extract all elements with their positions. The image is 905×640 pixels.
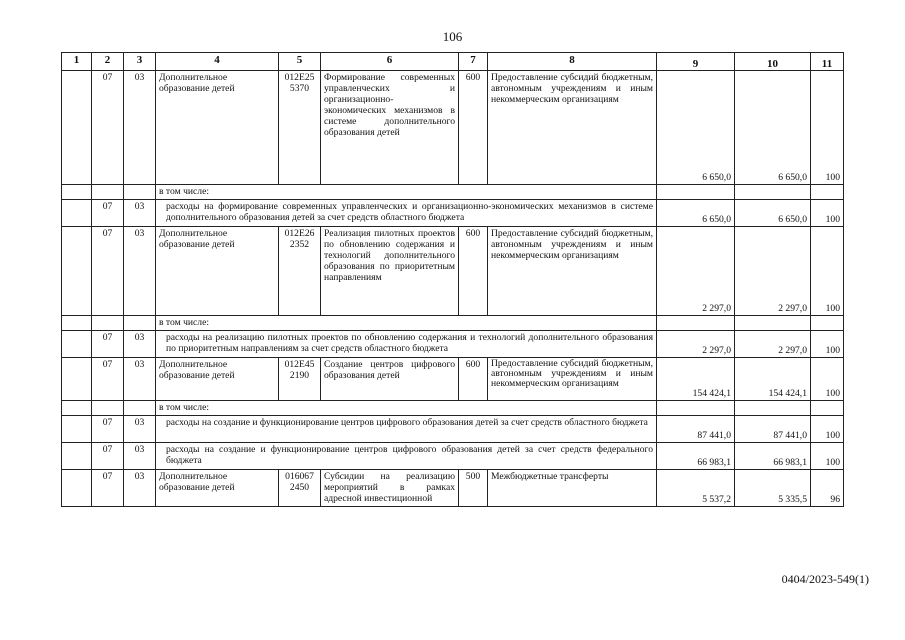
col-header-1: 1 bbox=[62, 53, 92, 71]
cell-empty bbox=[124, 316, 156, 331]
col-header-2: 2 bbox=[92, 53, 124, 71]
document-code: 0404/2023-549(1) bbox=[781, 572, 869, 586]
cell-including-label: в том числе: bbox=[156, 401, 657, 416]
cell-executed: 2 297,0 bbox=[735, 227, 811, 316]
cell-col1 bbox=[62, 227, 92, 316]
cell-empty bbox=[811, 185, 844, 200]
cell-empty bbox=[62, 316, 92, 331]
cell-col1 bbox=[62, 358, 92, 401]
cell-empty bbox=[62, 401, 92, 416]
cell-col1 bbox=[62, 416, 92, 443]
cell-planned: 6 650,0 bbox=[657, 71, 735, 185]
cell-empty bbox=[735, 185, 811, 200]
cell-empty bbox=[811, 316, 844, 331]
cell-description: расходы на формирование современных управленческих и организационно-экономических механизмов в системе дополнительного образования детей за счет средств областного бюджета bbox=[156, 200, 657, 227]
cell-expense-name: Предоставление субсидий бюджетным, автономным учреждениям и иным некоммерческим организациям bbox=[488, 227, 657, 316]
col-header-8: 8 bbox=[488, 53, 657, 71]
cell-subsection: 03 bbox=[124, 416, 156, 443]
cell-planned: 2 297,0 bbox=[657, 331, 735, 358]
cell-description: расходы на создание и функционирование центров цифрового образования детей за счет средств федерального бюджета bbox=[156, 443, 657, 470]
cell-executed: 66 983,1 bbox=[735, 443, 811, 470]
cell-subsection: 03 bbox=[124, 443, 156, 470]
cell-percent: 100 bbox=[811, 331, 844, 358]
cell-section: 07 bbox=[92, 200, 124, 227]
cell-target-code: 012E26 2352 bbox=[279, 227, 321, 316]
header-row bbox=[62, 53, 844, 71]
col-header-6: 6 bbox=[321, 53, 459, 71]
cell-executed: 2 297,0 bbox=[735, 331, 811, 358]
cell-expense-name: Межбюджетные трансферты bbox=[488, 470, 657, 507]
col-header-9: 9 bbox=[657, 53, 735, 71]
cell-section: 07 bbox=[92, 331, 124, 358]
cell-planned: 87 441,0 bbox=[657, 416, 735, 443]
cell-subsection: 03 bbox=[124, 331, 156, 358]
cell-subsection-name: Дополнительное образование детей bbox=[156, 71, 279, 185]
col-header-4: 4 bbox=[156, 53, 279, 71]
cell-target-name: Формирование современных управленческих и организационно-экономических механизмов в системе дополнительного образования детей bbox=[321, 71, 459, 185]
table-row bbox=[62, 470, 844, 507]
cell-section: 07 bbox=[92, 358, 124, 401]
cell-col1 bbox=[62, 470, 92, 507]
cell-percent: 100 bbox=[811, 358, 844, 401]
cell-target-name: Создание центров цифрового образования детей bbox=[321, 358, 459, 401]
cell-section: 07 bbox=[92, 470, 124, 507]
cell-including-label: в том числе: bbox=[156, 185, 657, 200]
cell-subsection: 03 bbox=[124, 470, 156, 507]
cell-empty bbox=[657, 401, 735, 416]
table-row bbox=[62, 331, 844, 358]
cell-executed: 87 441,0 bbox=[735, 416, 811, 443]
table-row bbox=[62, 316, 844, 331]
cell-section: 07 bbox=[92, 227, 124, 316]
cell-empty bbox=[92, 401, 124, 416]
cell-planned: 5 537,2 bbox=[657, 470, 735, 507]
cell-expense-code: 600 bbox=[459, 71, 488, 185]
cell-percent: 100 bbox=[811, 200, 844, 227]
col-header-7: 7 bbox=[459, 53, 488, 71]
cell-executed: 154 424,1 bbox=[735, 358, 811, 401]
table-row bbox=[62, 416, 844, 443]
cell-expense-code: 600 bbox=[459, 358, 488, 401]
cell-empty bbox=[62, 185, 92, 200]
cell-target-code: 012E25 5370 bbox=[279, 71, 321, 185]
cell-target-name: Субсидии на реализацию мероприятий в рамках адресной инвестиционной bbox=[321, 470, 459, 507]
cell-percent: 100 bbox=[811, 416, 844, 443]
cell-planned: 66 983,1 bbox=[657, 443, 735, 470]
cell-executed: 6 650,0 bbox=[735, 71, 811, 185]
cell-description: расходы на реализацию пилотных проектов по обновлению содержания и технологий дополнительного образования по приоритетным направлениям за счет средств областного бюджета bbox=[156, 331, 657, 358]
budget-table bbox=[61, 52, 844, 507]
cell-subsection-name: Дополнительное образование детей bbox=[156, 227, 279, 316]
cell-empty bbox=[124, 401, 156, 416]
cell-col1 bbox=[62, 331, 92, 358]
table-row bbox=[62, 358, 844, 401]
cell-subsection-name: Дополнительное образование детей bbox=[156, 358, 279, 401]
cell-subsection-name: Дополнительное образование детей bbox=[156, 470, 279, 507]
cell-empty bbox=[92, 316, 124, 331]
col-header-3: 3 bbox=[124, 53, 156, 71]
col-header-5: 5 bbox=[279, 53, 321, 71]
cell-planned: 6 650,0 bbox=[657, 200, 735, 227]
cell-target-code: 012E45 2190 bbox=[279, 358, 321, 401]
cell-empty bbox=[811, 401, 844, 416]
cell-percent: 100 bbox=[811, 443, 844, 470]
table-row bbox=[62, 443, 844, 470]
cell-subsection: 03 bbox=[124, 200, 156, 227]
cell-subsection: 03 bbox=[124, 227, 156, 316]
cell-subsection: 03 bbox=[124, 358, 156, 401]
table-row bbox=[62, 401, 844, 416]
cell-col1 bbox=[62, 71, 92, 185]
cell-executed: 6 650,0 bbox=[735, 200, 811, 227]
cell-expense-code: 600 bbox=[459, 227, 488, 316]
cell-description: расходы на создание и функционирование центров цифрового образования детей за счет средств областного бюджета bbox=[156, 416, 657, 443]
cell-col1 bbox=[62, 200, 92, 227]
col-header-11: 11 bbox=[811, 53, 844, 71]
cell-target-code: 016067 2450 bbox=[279, 470, 321, 507]
cell-empty bbox=[735, 316, 811, 331]
cell-section: 07 bbox=[92, 416, 124, 443]
table-row bbox=[62, 185, 844, 200]
cell-executed: 5 335,5 bbox=[735, 470, 811, 507]
cell-planned: 154 424,1 bbox=[657, 358, 735, 401]
table-row bbox=[62, 200, 844, 227]
cell-empty bbox=[735, 401, 811, 416]
cell-section: 07 bbox=[92, 71, 124, 185]
cell-empty bbox=[657, 316, 735, 331]
cell-expense-code: 500 bbox=[459, 470, 488, 507]
cell-subsection: 03 bbox=[124, 71, 156, 185]
cell-col1 bbox=[62, 443, 92, 470]
col-header-10: 10 bbox=[735, 53, 811, 71]
cell-expense-name: Предоставление субсидий бюджетным, автономным учреждениям и иным некоммерческим организациям bbox=[488, 71, 657, 185]
cell-including-label: в том числе: bbox=[156, 316, 657, 331]
cell-percent: 100 bbox=[811, 227, 844, 316]
cell-target-name: Реализация пилотных проектов по обновлению содержания и технологий дополнительного образования по приоритетным направлениям bbox=[321, 227, 459, 316]
cell-planned: 2 297,0 bbox=[657, 227, 735, 316]
cell-section: 07 bbox=[92, 443, 124, 470]
cell-empty bbox=[657, 185, 735, 200]
page-number: 106 bbox=[442, 29, 463, 44]
table-row bbox=[62, 71, 844, 185]
cell-expense-name: Предоставление субсидий бюджетным, автономным учреждениям и иным некоммерческим организациям bbox=[488, 358, 657, 401]
cell-percent: 100 bbox=[811, 71, 844, 185]
table-row bbox=[62, 227, 844, 316]
cell-percent: 96 bbox=[811, 470, 844, 507]
cell-empty bbox=[92, 185, 124, 200]
cell-empty bbox=[124, 185, 156, 200]
